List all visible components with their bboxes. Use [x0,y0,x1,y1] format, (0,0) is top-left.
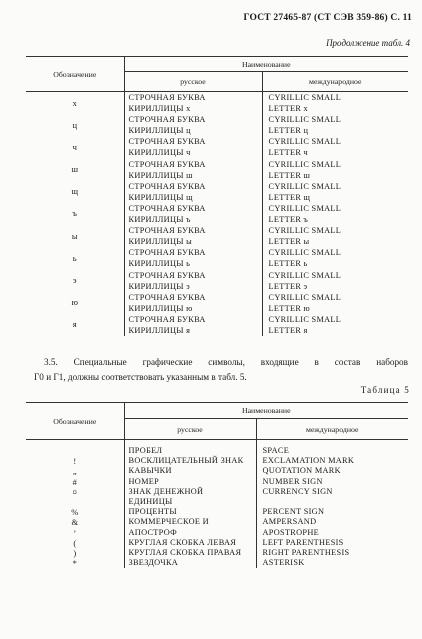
table-row [26,92,408,104]
russian-name-line1: СТРОЧНАЯ БУКВА [124,136,262,147]
international-name-line2: LETTER ь [262,258,408,269]
international-name-line2: LETTER ц [262,125,408,136]
russian-name-line1: СТРОЧНАЯ БУКВА [124,159,262,170]
russian-name-line1: СТРОЧНАЯ БУКВА [124,314,262,325]
international-name-line1: CYRILLIC SMALL [262,159,408,170]
table-row [26,528,408,538]
international-name: EXCLAMATION MARK [256,456,408,466]
russian-name-line1: СТРОЧНАЯ БУКВА [124,292,262,303]
symbol-cell: * [72,558,77,569]
symbol-cell: ( [73,537,77,548]
russian-name-line2: КИРИЛЛИЦЫ ъ [124,214,262,225]
russian-name: КАВЫЧКИ [124,466,256,476]
international-name-line1: CYRILLIC SMALL [262,181,408,192]
symbol-cell [26,497,124,507]
table-row [26,181,408,192]
russian-name-line2: КИРИЛЛИЦЫ ы [124,236,262,247]
international-name-line1: CYRILLIC SMALL [262,203,408,214]
symbol-cell: % [71,507,79,518]
russian-name-line2: КИРИЛЛИЦЫ э [124,281,262,292]
international-name: AMPERSAND [256,517,408,527]
russian-name-line2: КИРИЛЛИЦЫ ю [124,303,262,314]
international-name-line1: CYRILLIC SMALL [262,270,408,281]
table-4 [26,56,408,336]
paragraph-line: Г0 и Г1, должны соответствовать указанным в табл. 5. [34,372,247,382]
table-row [26,477,408,487]
russian-name: ВОСКЛИЦАТЕЛЬНЫЙ ЗНАК [124,456,256,466]
russian-name-line1: СТРОЧНАЯ БУКВА [124,270,262,281]
russian-name: ПРОЦЕНТЫ [124,507,256,517]
symbol-cell: ч [72,141,77,152]
international-name: SPACE [256,440,408,457]
symbol-cell: щ [71,186,79,197]
international-name-line2: LETTER x [262,103,408,114]
international-name-line2: LETTER я [262,325,408,336]
international-name-line2: LETTER ч [262,147,408,158]
international-name-line1: CYRILLIC SMALL [262,314,408,325]
table-row [26,456,408,466]
russian-name: КРУГЛАЯ СКОБКА ЛЕВАЯ [124,538,256,548]
international-name: CURRENCY SIGN [256,487,408,497]
symbol-cell: ь [72,252,77,263]
table-row [26,538,408,548]
russian-name-line1: СТРОЧНАЯ БУКВА [124,92,262,104]
header-russian: русское [124,72,262,92]
international-name-line1: CYRILLIC SMALL [262,114,408,125]
international-name: PERCENT SIGN [256,507,408,517]
international-name: QUOTATION MARK [256,466,408,476]
symbol-cell: э [72,275,77,286]
international-name [256,497,408,507]
symbol-cell: ы [71,230,78,241]
table-row [26,292,408,303]
russian-name: ЕДИНИЦЫ [124,497,256,507]
header-designation: Обозначение [26,403,124,440]
international-name-line2: LETTER э [262,281,408,292]
russian-name-line1: СТРОЧНАЯ БУКВА [124,181,262,192]
table-row [26,203,408,214]
international-name-line2: LETTER ш [262,170,408,181]
symbol-cell: & [71,517,79,528]
symbol-cell: „ [72,466,77,477]
table-row [26,440,408,457]
table-row [26,497,408,507]
header-international: международное [262,72,408,92]
international-name: LEFT PARENTHESIS [256,538,408,548]
russian-name-line2: КИРИЛЛИЦЫ ь [124,258,262,269]
table-row [26,487,408,497]
russian-name-line2: КИРИЛЛИЦЫ ц [124,125,262,136]
paragraph-3-5 [34,355,408,385]
international-name-line2: LETTER ъ [262,214,408,225]
international-name-line1: CYRILLIC SMALL [262,292,408,303]
table-5 [26,402,408,568]
header-international: международное [256,419,408,440]
russian-name: ЗНАК ДЕНЕЖНОЙ [124,487,256,497]
table-row [26,558,408,568]
table-5-label: Таблица 5 [360,385,410,395]
symbol-cell: # [72,476,77,487]
table-row [26,136,408,147]
russian-name: ЗВЕЗДОЧКА [124,558,256,568]
symbol-cell [26,440,124,457]
international-name: RIGHT PARENTHESIS [256,548,408,558]
symbol-cell: ъ [72,208,77,219]
international-name-line1: CYRILLIC SMALL [262,225,408,236]
table-row [26,225,408,236]
russian-name-line1: СТРОЧНАЯ БУКВА [124,225,262,236]
russian-name-line2: КИРИЛЛИЦЫ щ [124,192,262,203]
paragraph-line: 3.5. Специальные графические символы, входящие в состав наборов [44,357,408,367]
header-name: Наименование [124,57,408,72]
international-name-line1: CYRILLIC SMALL [262,92,408,104]
international-name-line2: LETTER ы [262,236,408,247]
international-name-line1: CYRILLIC SMALL [262,136,408,147]
symbol-cell: х [72,97,77,108]
symbol-cell: ш [71,164,79,175]
russian-name-line1: СТРОЧНАЯ БУКВА [124,247,262,258]
table-row [26,466,408,476]
symbol-cell: ’ [73,527,77,538]
table-continuation-label: Продолжение табл. 4 [326,38,410,48]
table-row [26,548,408,558]
symbol-cell: ) [73,548,77,559]
table-row [26,507,408,517]
header-name: Наименование [124,403,408,419]
international-name: APOSTROPHE [256,528,408,538]
russian-name-line1: СТРОЧНАЯ БУКВА [124,203,262,214]
international-name-line1: CYRILLIC SMALL [262,247,408,258]
russian-name-line2: КИРИЛЛИЦЫ х [124,103,262,114]
russian-name-line2: КИРИЛЛИЦЫ ч [124,147,262,158]
symbol-cell: ! [73,456,77,467]
table-row [26,314,408,325]
russian-name-line1: СТРОЧНАЯ БУКВА [124,114,262,125]
russian-name: АПОСТРОФ [124,528,256,538]
table-row [26,247,408,258]
symbol-cell: ц [72,119,78,130]
international-name-line2: LETTER ю [262,303,408,314]
table-row [26,114,408,125]
russian-name-line2: КИРИЛЛИЦЫ я [124,325,262,336]
symbol-cell: ¤ [72,486,77,497]
international-name: NUMBER SIGN [256,477,408,487]
russian-name-line2: КИРИЛЛИЦЫ ш [124,170,262,181]
header-designation: Обозначение [26,57,124,92]
international-name: ASTERISK [256,558,408,568]
table-row [26,270,408,281]
symbol-cell: ю [71,297,78,308]
table-row [26,517,408,527]
russian-name: КРУГЛАЯ СКОБКА ПРАВАЯ [124,548,256,558]
table-row [26,159,408,170]
russian-name: НОМЕР [124,477,256,487]
page-header: ГОСТ 27465-87 (СТ СЭВ 359-86) С. 11 [243,13,412,23]
symbol-cell: я [72,319,77,330]
header-russian: русское [124,419,256,440]
russian-name: ПРОБЕЛ [124,440,256,457]
russian-name: КОММЕРЧЕСКОЕ И [124,517,256,527]
international-name-line2: LETTER щ [262,192,408,203]
